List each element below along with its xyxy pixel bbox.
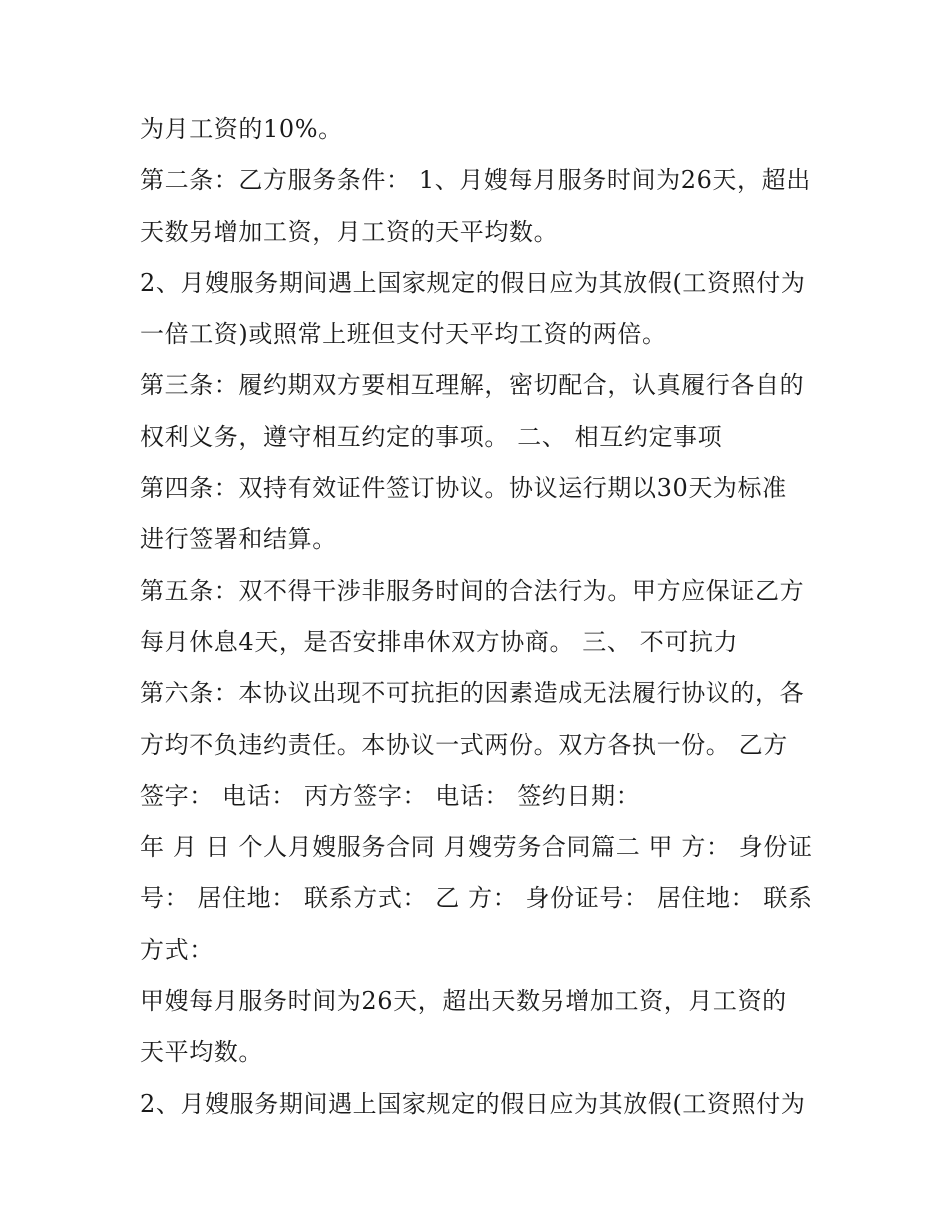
text-line: 第二条：乙方服务条件： 1、月嫂每月服务时间为26天，超出 [140, 166, 811, 195]
text-line: 每月休息4天，是否安排串休双方协商。 三、 不可抗力 [140, 627, 739, 656]
text-line: 进行签署和结算。 [140, 525, 337, 554]
text-line: 第五条：双不得干涉非服务时间的合法行为。甲方应保证乙方 [140, 576, 805, 605]
text-line: 第六条：本协议出现不可抗拒的因素造成无法履行协议的，各 [140, 679, 805, 708]
contract-body-text [140, 104, 820, 1130]
text-line: 签字： 电话： 丙方签字： 电话： 签约日期： [140, 781, 641, 810]
text-line: 为月工资的10%。 [140, 115, 343, 143]
text-line: 2、月嫂服务期间遇上国家规定的假日应为其放假(工资照付为 [140, 268, 806, 297]
text-line: 天数另增加工资，月工资的天平均数。 [140, 217, 559, 246]
text-line: 甲嫂每月服务时间为26天，超出天数另增加工资，月工资的 [140, 987, 787, 1016]
text-line: 第四条：双持有效证件签订协议。协议运行期以30天为标准 [140, 474, 787, 503]
text-line: 方均不负违约责任。本协议一式两份。双方各执一份。 乙方 [140, 730, 788, 759]
text-line: 方式： [140, 935, 214, 964]
text-line: 权利义务，遵守相互约定的事项。 二、 相互约定事项 [140, 422, 723, 451]
text-line: 2、月嫂服务期间遇上国家规定的假日应为其放假(工资照付为 [140, 1089, 806, 1118]
text-line: 第三条：履约期双方要相互理解，密切配合，认真履行各自的 [140, 371, 805, 400]
text-line: 年 月 日 个人月嫂服务合同 月嫂劳务合同篇二 甲 方： 身份证 [140, 833, 813, 862]
text-line: 号： 居住地： 联系方式： 乙 方： 身份证号： 居住地： 联系 [140, 884, 813, 913]
text-line: 一倍工资)或照常上班但支付天平均工资的两倍。 [140, 320, 667, 349]
text-line: 天平均数。 [140, 1038, 263, 1067]
